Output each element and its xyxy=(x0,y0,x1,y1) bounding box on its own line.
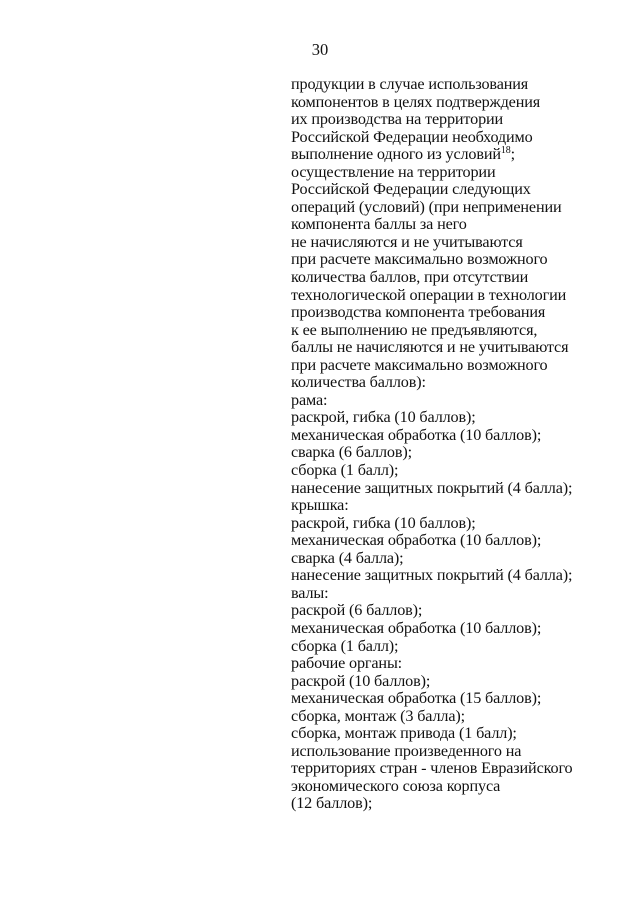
text-line: сварка (6 баллов); xyxy=(291,443,412,462)
text-line: раскрой, гибка (10 баллов); xyxy=(291,513,476,532)
section-heading: рабочие органы: xyxy=(291,654,403,673)
text-line: территориях стран - членов Евразийского xyxy=(291,759,573,778)
text-line: раскрой (6 баллов); xyxy=(291,601,423,620)
text-line: количества баллов): xyxy=(291,373,426,392)
text-line: продукции в случае использования xyxy=(291,75,529,93)
text-line: технологической операции в технологии xyxy=(291,285,567,304)
text-line: сборка (1 балл); xyxy=(291,636,399,655)
text-line: механическая обработка (10 баллов); xyxy=(291,531,542,550)
text-line-with-footnote xyxy=(291,146,621,164)
text-line: при расчете максимально возможного xyxy=(291,355,548,374)
text-line: (12 баллов); xyxy=(291,794,373,813)
text-line: Российской Федерации следующих xyxy=(291,180,531,199)
text-line-main: выполнение одного из условий xyxy=(291,145,501,164)
text-line: сборка, монтаж привода (1 балл); xyxy=(291,724,517,743)
text-line: производства компонента требования xyxy=(291,303,546,322)
page-number: 30 xyxy=(311,40,329,59)
text-line: Российской Федерации необходимо xyxy=(291,127,533,146)
text-line: не начисляются и не учитываются xyxy=(291,232,523,251)
text-line: механическая обработка (10 баллов); xyxy=(291,425,542,444)
text-line: сборка, монтаж (3 балла); xyxy=(291,706,465,725)
footnote-reference: 18 xyxy=(500,145,511,157)
text-line: нанесение защитных покрытий (4 балла); xyxy=(291,478,573,497)
text-line: механическая обработка (10 баллов); xyxy=(291,618,542,637)
body-text xyxy=(291,76,621,813)
text-line: механическая обработка (15 баллов); xyxy=(291,689,542,708)
text-line-tail: ; xyxy=(510,145,515,164)
text-line: сборка (1 балл); xyxy=(291,461,399,480)
text-line: сварка (4 балла); xyxy=(291,548,404,567)
text-line: экономического союза корпуса xyxy=(291,776,501,795)
section-heading: рама: xyxy=(291,390,328,409)
text-line: к ее выполнению не предъявляются, xyxy=(291,320,538,339)
text-line: компонентов в целях подтверждения xyxy=(291,92,541,111)
text-line: операций (условий) (при неприменении xyxy=(291,197,562,216)
text-line: раскрой, гибка (10 баллов); xyxy=(291,408,476,427)
text-line: нанесение защитных покрытий (4 балла); xyxy=(291,566,573,585)
text-line: их производства на территории xyxy=(291,110,504,129)
section-heading: крышка: xyxy=(291,496,349,515)
text-line: компонента баллы за него xyxy=(291,215,467,234)
text-line: при расчете максимально возможного xyxy=(291,250,548,269)
text-line: баллы не начисляются и не учитываются xyxy=(291,338,569,357)
text-line: использование произведенного на xyxy=(291,741,522,760)
text-line: раскрой (10 баллов); xyxy=(291,671,431,690)
section-heading: валы: xyxy=(291,583,329,602)
text-line: количества баллов, при отсутствии xyxy=(291,268,529,287)
text-line: осуществление на территории xyxy=(291,162,496,181)
